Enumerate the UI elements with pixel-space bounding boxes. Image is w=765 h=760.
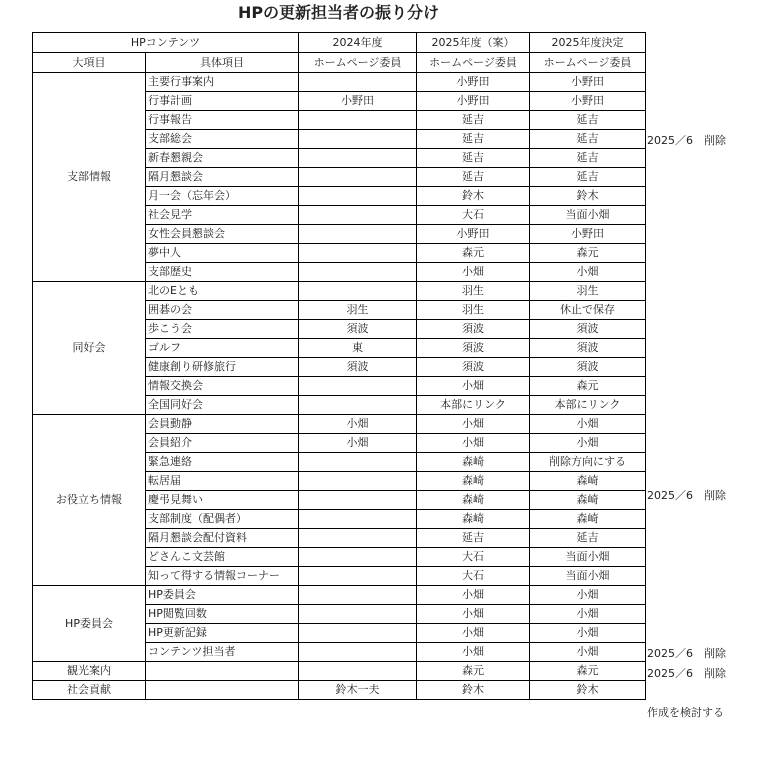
- assignee-2024: [299, 225, 417, 244]
- detail-item: 歩こう会: [146, 320, 299, 339]
- assignee-2025-final: 延吉: [530, 529, 646, 548]
- assignee-2025-final: 森崎: [530, 491, 646, 510]
- assignee-2025-draft: 大石: [417, 567, 530, 586]
- assignee-2025-draft: 小畑: [417, 415, 530, 434]
- assignee-2024: [299, 111, 417, 130]
- assignee-2025-final: 小畑: [530, 586, 646, 605]
- detail-item: 会員動静: [146, 415, 299, 434]
- assignee-2024: [299, 130, 417, 149]
- assignee-2025-final: 小畑: [530, 605, 646, 624]
- detail-item: 女性会員懇談会: [146, 225, 299, 244]
- assignee-2024: [299, 73, 417, 92]
- assignee-2025-draft: 大石: [417, 548, 530, 567]
- assignee-2025-draft: 森崎: [417, 472, 530, 491]
- assignee-2024: [299, 643, 417, 662]
- assignee-2025-final: 延吉: [530, 111, 646, 130]
- assignee-2025-final: 須波: [530, 339, 646, 358]
- table-row: [33, 415, 646, 434]
- table-row: [33, 282, 646, 301]
- assignee-2025-final: 小野田: [530, 73, 646, 92]
- assignee-2024: [299, 187, 417, 206]
- detail-item: 夢中人: [146, 244, 299, 263]
- assignment-table: [32, 32, 646, 700]
- assignee-2025-draft: 大石: [417, 206, 530, 225]
- assignee-2025-final: 小野田: [530, 225, 646, 244]
- assignee-2025-draft: 羽生: [417, 282, 530, 301]
- detail-item: 主要行事案内: [146, 73, 299, 92]
- detail-item: 慶弔見舞い: [146, 491, 299, 510]
- assignee-2025-draft: 須波: [417, 358, 530, 377]
- assignee-2025-final: 小畑: [530, 263, 646, 282]
- assignee-2025-draft: 小野田: [417, 225, 530, 244]
- assignee-2025-draft: 小畑: [417, 624, 530, 643]
- assignee-2024: 羽生: [299, 301, 417, 320]
- detail-item: 行事計画: [146, 92, 299, 111]
- assignee-2024: [299, 149, 417, 168]
- hp-contents-header: HPコンテンツ: [33, 33, 299, 53]
- year-header-2025-final: 2025年度決定: [530, 33, 646, 53]
- detail-item: 情報交換会: [146, 377, 299, 396]
- assignee-2024: [299, 263, 417, 282]
- assignee-2024: [299, 567, 417, 586]
- detail-item: 緊急連絡: [146, 453, 299, 472]
- assignee-2025-draft: 森崎: [417, 510, 530, 529]
- major-category: お役立ち情報: [33, 415, 146, 586]
- assignee-2025-final: 森崎: [530, 472, 646, 491]
- detail-item: 北のEとも: [146, 282, 299, 301]
- assignee-2025-final: 須波: [530, 358, 646, 377]
- role-header-2025-final: ホームページ委員: [530, 53, 646, 73]
- role-header-2024: ホームページ委員: [299, 53, 417, 73]
- assignee-2024: [299, 529, 417, 548]
- detail-item: 全国同好会: [146, 396, 299, 415]
- major-category: 支部情報: [33, 73, 146, 282]
- detail-item: [146, 662, 299, 681]
- assignee-2024: 須波: [299, 320, 417, 339]
- row-note: 2025／6 削除: [647, 666, 726, 680]
- assignee-2024: [299, 282, 417, 301]
- assignee-2024: [299, 491, 417, 510]
- detail-item: 支部制度（配偶者）: [146, 510, 299, 529]
- assignee-2025-final: 鈴木: [530, 187, 646, 206]
- assignee-2024: 小畑: [299, 434, 417, 453]
- assignee-2025-final: 羽生: [530, 282, 646, 301]
- assignee-2025-final: 小畑: [530, 415, 646, 434]
- assignee-2024: [299, 605, 417, 624]
- detail-item: 行事報告: [146, 111, 299, 130]
- year-header-2025-draft: 2025年度（案）: [417, 33, 530, 53]
- assignee-2024: [299, 453, 417, 472]
- assignee-2025-final: 小野田: [530, 92, 646, 111]
- assignee-2024: [299, 624, 417, 643]
- assignee-2025-final: 延吉: [530, 130, 646, 149]
- assignee-2025-draft: 森元: [417, 244, 530, 263]
- assignee-2025-draft: 小野田: [417, 73, 530, 92]
- detail-item: HP閲覧回数: [146, 605, 299, 624]
- assignee-2025-draft: 森崎: [417, 453, 530, 472]
- assignee-2024: [299, 206, 417, 225]
- table-row: [33, 681, 646, 700]
- assignee-2025-final: 小畑: [530, 624, 646, 643]
- detail-item: 会員紹介: [146, 434, 299, 453]
- assignee-2025-final: 森元: [530, 244, 646, 263]
- table-row: [33, 586, 646, 605]
- assignee-2024: 東: [299, 339, 417, 358]
- detail-item: 新春懇親会: [146, 149, 299, 168]
- assignee-2025-draft: 小畑: [417, 263, 530, 282]
- detail-item: 囲碁の会: [146, 301, 299, 320]
- detail-item: HP委員会: [146, 586, 299, 605]
- assignee-2024: [299, 168, 417, 187]
- detail-item: 隔月懇談会配付資料: [146, 529, 299, 548]
- assignee-2025-final: 鈴木: [530, 681, 646, 700]
- assignee-2024: [299, 510, 417, 529]
- detail-item: ゴルフ: [146, 339, 299, 358]
- assignee-2025-final: 小畑: [530, 434, 646, 453]
- detail-item: 転居届: [146, 472, 299, 491]
- assignee-2025-final: 削除方向にする: [530, 453, 646, 472]
- assignee-2025-draft: 須波: [417, 320, 530, 339]
- assignee-2025-draft: 羽生: [417, 301, 530, 320]
- table-row: [33, 73, 646, 92]
- assignee-2025-draft: 小畑: [417, 643, 530, 662]
- assignee-2025-final: 当面小畑: [530, 206, 646, 225]
- assignee-2025-draft: 鈴木: [417, 187, 530, 206]
- assignee-2024: [299, 396, 417, 415]
- row-note: 2025／6 削除: [647, 489, 726, 502]
- assignee-2024: [299, 586, 417, 605]
- detail-item: 社会見学: [146, 206, 299, 225]
- assignee-2024: [299, 244, 417, 263]
- assignee-2024: 須波: [299, 358, 417, 377]
- major-category: 観光案内: [33, 662, 146, 681]
- assignee-2024: [299, 377, 417, 396]
- assignee-2025-final: 本部にリンク: [530, 396, 646, 415]
- assignee-2025-final: 延吉: [530, 149, 646, 168]
- assignee-2025-final: 当面小畑: [530, 567, 646, 586]
- assignee-2025-draft: 延吉: [417, 149, 530, 168]
- assignee-2025-draft: 延吉: [417, 111, 530, 130]
- major-category: 社会貢献: [33, 681, 146, 700]
- major-category: HP委員会: [33, 586, 146, 662]
- assignee-2025-final: 森元: [530, 662, 646, 681]
- table-row: [33, 662, 646, 681]
- page-title: HPの更新担当者の振り分け: [237, 3, 440, 22]
- assignee-2025-final: 休止で保存: [530, 301, 646, 320]
- assignee-2024: [299, 548, 417, 567]
- major-header: 大項目: [33, 53, 146, 73]
- row-note: 2025／6 削除: [647, 647, 726, 660]
- assignee-2025-draft: 須波: [417, 339, 530, 358]
- major-category: 同好会: [33, 282, 146, 415]
- assignee-2024: 鈴木一夫: [299, 681, 417, 700]
- assignee-2025-draft: 小野田: [417, 92, 530, 111]
- detail-item: 支部総会: [146, 130, 299, 149]
- assignee-2024: [299, 662, 417, 681]
- assignee-2025-draft: 延吉: [417, 130, 530, 149]
- detail-item: どさんこ文芸館: [146, 548, 299, 567]
- assignee-2025-final: 森崎: [530, 510, 646, 529]
- detail-item: 知って得する情報コーナー: [146, 567, 299, 586]
- assignee-2025-draft: 小畑: [417, 377, 530, 396]
- detail-header: 具体項目: [146, 53, 299, 73]
- assignee-2025-final: 当面小畑: [530, 548, 646, 567]
- assignee-2025-draft: 延吉: [417, 529, 530, 548]
- assignee-2025-draft: 小畑: [417, 586, 530, 605]
- assignee-2024: 小畑: [299, 415, 417, 434]
- detail-item: 支部歴史: [146, 263, 299, 282]
- assignee-2025-final: 須波: [530, 320, 646, 339]
- assignee-2025-draft: 小畑: [417, 434, 530, 453]
- assignee-2025-draft: 小畑: [417, 605, 530, 624]
- assignee-2025-final: 小畑: [530, 643, 646, 662]
- detail-item: [146, 681, 299, 700]
- year-header-2024: 2024年度: [299, 33, 417, 53]
- assignee-2025-draft: 森崎: [417, 491, 530, 510]
- role-header-2025-draft: ホームページ委員: [417, 53, 530, 73]
- row-note: 作成を検討する: [647, 706, 724, 720]
- detail-item: 月一会（忘年会）: [146, 187, 299, 206]
- detail-item: 健康創り研修旅行: [146, 358, 299, 377]
- assignee-2025-draft: 延吉: [417, 168, 530, 187]
- detail-item: HP更新記録: [146, 624, 299, 643]
- detail-item: コンテンツ担当者: [146, 643, 299, 662]
- assignee-2025-draft: 本部にリンク: [417, 396, 530, 415]
- assignee-2024: 小野田: [299, 92, 417, 111]
- assignee-2025-final: 森元: [530, 377, 646, 396]
- assignee-2025-final: 延吉: [530, 168, 646, 187]
- assignee-2024: [299, 472, 417, 491]
- row-note: 2025／6 削除: [647, 133, 726, 147]
- assignee-2025-draft: 森元: [417, 662, 530, 681]
- assignee-2025-draft: 鈴木: [417, 681, 530, 700]
- detail-item: 隔月懇談会: [146, 168, 299, 187]
